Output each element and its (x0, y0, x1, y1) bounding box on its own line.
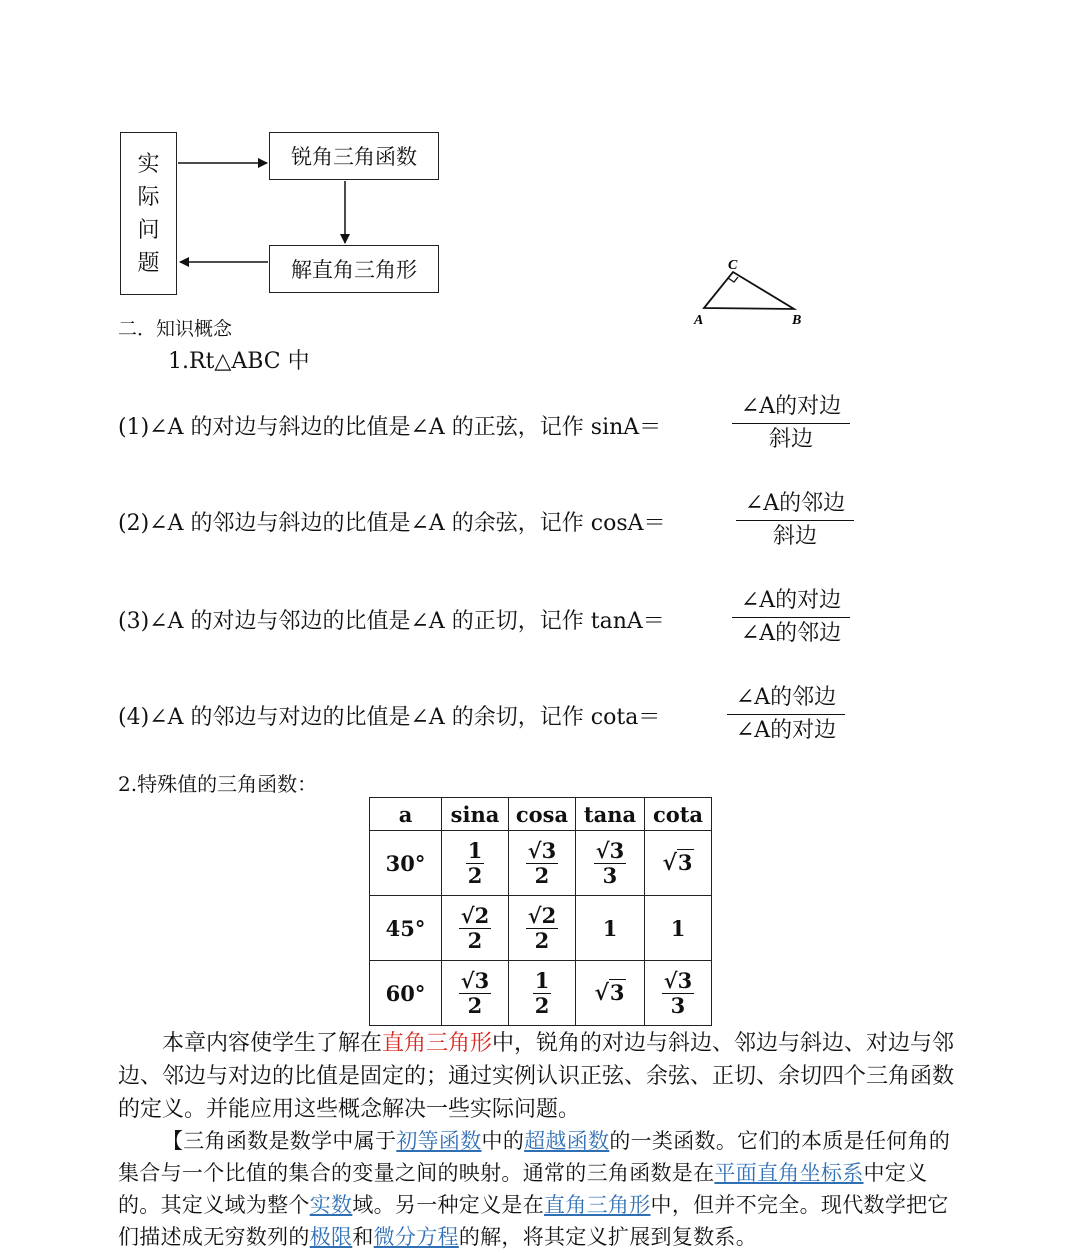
value-denominator: 2 (467, 862, 483, 888)
value-fraction (533, 969, 552, 1018)
table-header-cell: cota (645, 798, 712, 831)
value-cell (645, 961, 712, 1026)
value-fraction (526, 904, 558, 953)
summary-paragraph (118, 1027, 968, 1126)
value-fraction (662, 969, 694, 1018)
para-text: 中，但并不完全。现代数学把它们描述成无穷数列的 (118, 1193, 949, 1249)
value-numerator: √3 (595, 837, 625, 863)
right-triangle-figure (680, 250, 820, 335)
link-transcendental-functions[interactable]: 超越函数 (524, 1129, 610, 1153)
table-row (370, 896, 712, 961)
flow-box-acute-trig-label: 锐角三角函数 (291, 145, 417, 169)
fraction-numerator: ∠A的对边 (732, 586, 850, 618)
value-denominator: 2 (467, 927, 483, 953)
value-denominator: 2 (467, 992, 483, 1018)
value-denominator: 2 (534, 927, 550, 953)
value-radical: √3 (594, 980, 625, 1006)
definition-cos: (2)∠A 的邻边与斜边的比值是∠A 的余弦，记作 cosA＝ (118, 511, 666, 536)
value-cell (576, 961, 645, 1026)
fraction-sin (732, 392, 850, 455)
vertex-label-c: C (728, 258, 738, 273)
fraction-denominator: ∠A的邻边 (740, 621, 842, 646)
link-differential-equation[interactable]: 微分方程 (373, 1225, 459, 1249)
definition-cot: (4)∠A 的邻边与对边的比值是∠A 的余切，记作 cota＝ (118, 705, 661, 730)
value-numerator: 1 (467, 837, 483, 863)
value-numerator: √2 (460, 902, 490, 928)
fraction-cot (727, 683, 845, 746)
definition-tan: (3)∠A 的对边与邻边的比值是∠A 的正切，记作 tanA＝ (118, 609, 665, 634)
link-limit[interactable]: 极限 (309, 1225, 353, 1249)
link-cartesian-coordinate-system[interactable]: 平面直角坐标系 (714, 1161, 864, 1185)
para-text: 的一类函数。它们的本质是任何角的集合与一个比值的集合的变量之间的映射。通常的三角函数是在 (118, 1129, 951, 1185)
value-numerator: √2 (527, 902, 557, 928)
value-fraction (466, 839, 485, 888)
value-cell (442, 896, 509, 961)
para-text: 和 (352, 1225, 374, 1249)
value-fraction (594, 839, 626, 888)
angle-cell: 30° (370, 831, 442, 896)
value-cell (509, 831, 576, 896)
definition-paragraph (118, 1125, 968, 1253)
link-right-triangle[interactable]: 直角三角形 (544, 1193, 651, 1217)
para-text: 的解，将其定义扩展到复数系。 (458, 1225, 758, 1249)
value-fraction (526, 839, 558, 888)
fraction-numerator: ∠A的邻边 (736, 489, 854, 521)
value-cell (576, 896, 645, 961)
value-denominator: 2 (534, 992, 550, 1018)
fraction-numerator: ∠A的对边 (732, 392, 850, 424)
value-cell (509, 896, 576, 961)
value-fraction (459, 904, 491, 953)
para-text: 本章内容使学生了解在 (162, 1031, 383, 1056)
flow-arrows (0, 0, 460, 300)
highlight-right-triangle: 直角三角形 (382, 1031, 493, 1056)
table-header-row (370, 798, 712, 831)
value-radical: √3 (662, 850, 693, 876)
link-real-numbers[interactable]: 实数 (309, 1193, 353, 1217)
value-denominator: 3 (602, 862, 618, 888)
value-denominator: 3 (670, 992, 686, 1018)
vertex-label-b: B (792, 313, 802, 328)
value-cell (442, 831, 509, 896)
value-numerator: √3 (527, 837, 557, 863)
value-plain: 1 (602, 915, 618, 941)
fraction-cos (736, 489, 854, 552)
para-text: 中的 (481, 1129, 525, 1153)
definition-sin: (1)∠A 的对边与斜边的比值是∠A 的正弦，记作 sinA＝ (118, 415, 662, 440)
flow-side-char: 问 (137, 217, 160, 243)
link-elementary-functions[interactable]: 初等函数 (396, 1129, 482, 1153)
section-title: 二．知识概念 (118, 318, 233, 340)
vertex-label-a: A (694, 313, 704, 328)
fraction-tan (732, 586, 850, 649)
table-header-cell: sina (442, 798, 509, 831)
value-numerator: 1 (534, 967, 550, 993)
subsection-rt-abc: 1.Rt△ABC 中 (168, 349, 310, 374)
value-cell (442, 961, 509, 1026)
value-numerator: √3 (460, 967, 490, 993)
flow-box-solve-triangle-label: 解直角三角形 (291, 258, 417, 282)
flow-side-char: 实 (137, 151, 160, 177)
para-text: 中定义的。其定义域为整个 (118, 1161, 928, 1217)
table-header-cell: tana (576, 798, 645, 831)
fraction-denominator: 斜边 (768, 427, 813, 452)
subsection-special-values: 2.特殊值的三角函数： (118, 772, 318, 796)
fraction-denominator: 斜边 (772, 524, 817, 549)
table-header-cell: cosa (509, 798, 576, 831)
value-cell (509, 961, 576, 1026)
fraction-numerator: ∠A的邻边 (727, 683, 845, 715)
value-cell (645, 831, 712, 896)
para-text: 【三角函数是数学中属于 (162, 1129, 397, 1153)
value-plain: 1 (670, 915, 686, 941)
flow-side-char: 题 (137, 250, 160, 276)
table-header-cell: a (370, 798, 442, 831)
special-values-table (369, 797, 712, 1026)
value-numerator: √3 (663, 967, 693, 993)
value-cell (576, 831, 645, 896)
table-row (370, 831, 712, 896)
value-denominator: 2 (534, 862, 550, 888)
value-fraction (459, 969, 491, 1018)
table-row (370, 961, 712, 1026)
fraction-denominator: ∠A的对边 (735, 718, 837, 743)
angle-cell: 60° (370, 961, 442, 1026)
value-cell (645, 896, 712, 961)
flow-side-char: 际 (137, 184, 160, 210)
para-text: 中，锐角的对边与斜边、邻边与斜边、对边与邻边、邻边与对边的比值是固定的；通过实例认识正弦、余弦、正切、余切四个三角函数的定义。并能应用这些概念解决一些实际问题。 (118, 1031, 955, 1122)
para-text: 域。另一种定义是在 (352, 1193, 545, 1217)
angle-cell: 45° (370, 896, 442, 961)
